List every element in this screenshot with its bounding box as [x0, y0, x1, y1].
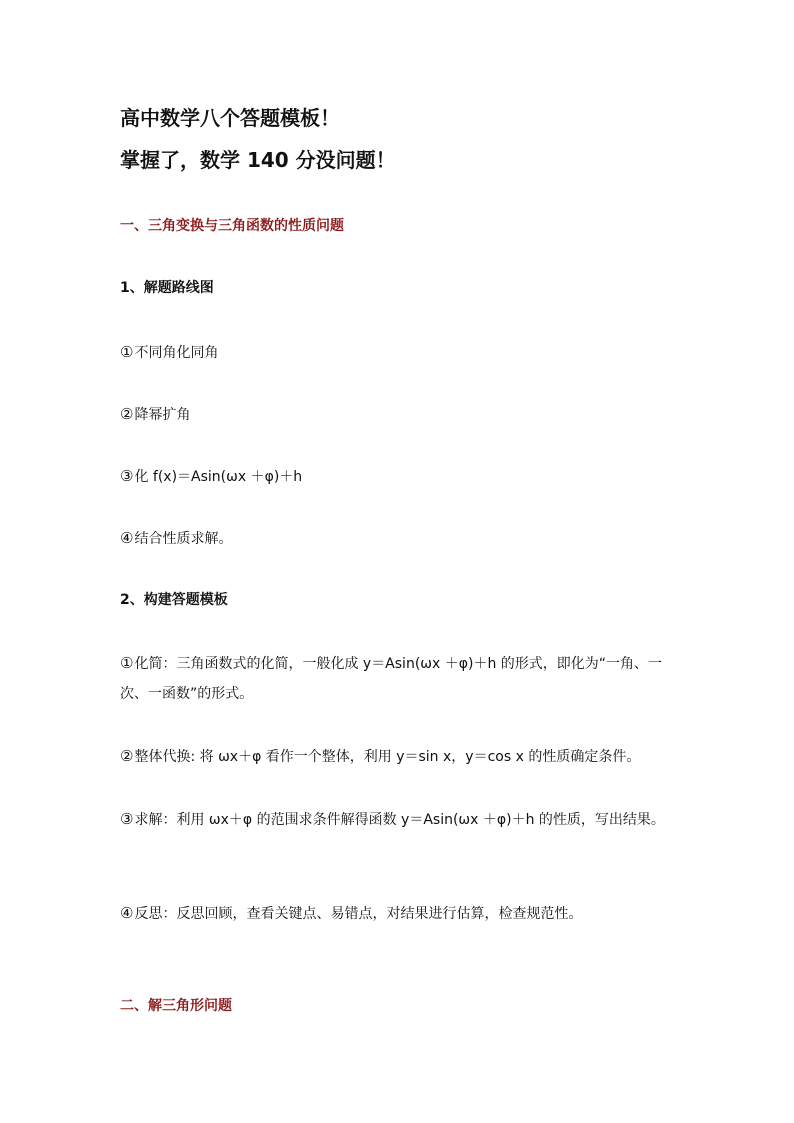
item-text: 降幂扩角	[134, 407, 191, 423]
list-item	[120, 337, 680, 368]
section-heading-1: 一、三角变换与三角函数的性质问题	[120, 218, 344, 234]
item-marker: ②	[120, 747, 134, 765]
item-text: 化 f(x)＝Asin(ωx ＋φ)＋h	[134, 469, 303, 485]
list-item	[120, 804, 680, 835]
item-marker: ③	[120, 467, 134, 485]
item-marker: ④	[120, 904, 134, 922]
list-item	[120, 741, 680, 772]
item-text: 反思：反思回顾，查看关键点、易错点，对结果进行估算，检查规范性。	[134, 906, 583, 922]
item-marker: ①	[120, 343, 134, 361]
subsection-heading-1-1: 1、解题路线图	[120, 280, 214, 296]
document-title-line-2: 掌握了，数学 140 分没问题！	[120, 148, 396, 172]
item-text: 结合性质求解。	[134, 531, 233, 547]
list-item	[120, 898, 680, 929]
section-heading-2: 二、解三角形问题	[120, 998, 232, 1014]
item-marker: ④	[120, 529, 134, 547]
list-item	[120, 523, 680, 554]
item-marker: ①	[120, 654, 134, 672]
item-marker: ③	[120, 810, 134, 828]
item-text: 求解：利用 ωx＋φ 的范围求条件解得函数 y＝Asin(ωx ＋φ)＋h 的性质，写出结果。	[134, 812, 665, 828]
item-marker: ②	[120, 405, 134, 423]
list-item	[120, 399, 680, 430]
list-item	[120, 461, 680, 492]
item-text: 不同角化同角	[134, 345, 219, 361]
list-item	[120, 648, 680, 709]
document-title-line-1: 高中数学八个答题模板！	[120, 106, 340, 130]
item-text: 化简：三角函数式的化简，一般化成 y＝Asin(ωx ＋φ)＋h 的形式，即化为“一角、一次、一函数”的形式。	[120, 656, 663, 702]
item-text: 整体代换: 将 ωx＋φ 看作一个整体，利用 y＝sin x，y＝cos x 的性质确定条件。	[134, 749, 641, 765]
subsection-heading-1-2: 2、构建答题模板	[120, 592, 228, 608]
